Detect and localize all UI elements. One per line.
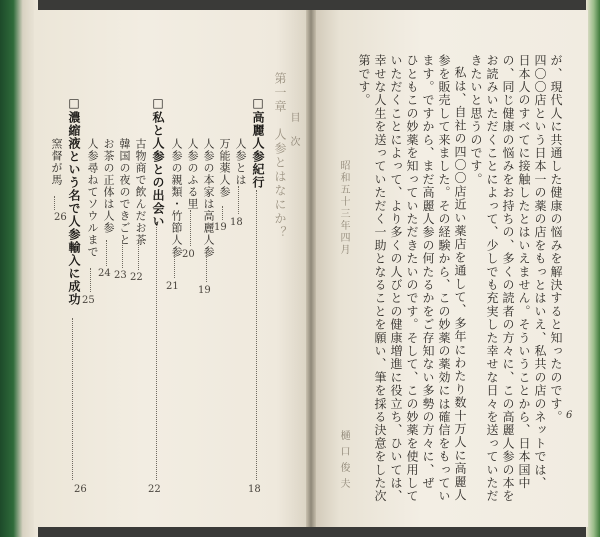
book-edge-left [0, 0, 38, 537]
toc-section-3-page: 26 [74, 484, 87, 495]
toc-leader [222, 206, 224, 220]
toc-item-1-3[interactable]: 人参の本家は高麗人参 [202, 138, 215, 258]
toc-item-3-1[interactable]: 窯督が馬 [50, 138, 63, 186]
toc-leader [90, 268, 92, 292]
toc-leader [256, 190, 258, 480]
toc-item-1-1-page: 18 [230, 217, 243, 228]
toc-item-2-3-page: 24 [98, 268, 111, 279]
preface-line-5: お読みいただくことによって、少しでも充実した幸せな日々を送っていただ [485, 54, 499, 503]
preface-line-2: 四〇〇店という日本一の薬の店をもっとはいえ、私共の店のネットでは、 [533, 54, 547, 490]
preface-line-13: 第です。 [357, 54, 371, 107]
preface-line-12: 幸せな人生を送っていただく一助となることを願い、筆を採る決意をした次 [373, 54, 387, 503]
book-edge-right [586, 0, 600, 537]
toc-leader [54, 196, 56, 210]
page-number: 6 [566, 410, 573, 421]
toc-item-2-1-page: 22 [130, 272, 143, 283]
preface-line-3: 日本人のすべてに接触したとはいえません。そういうことから、日本国中 [517, 54, 531, 490]
toc-leader [72, 318, 74, 480]
toc-section-3-title[interactable]: □濃縮液という名で人参輸入に成功 [67, 96, 81, 306]
preface-line-7: 私は、自社の四〇〇店近い薬店を通して、多年にわたり数十万人に高麗人 [453, 66, 467, 502]
toc-item-1-5[interactable]: 人参の親類・竹節人参 [170, 138, 183, 258]
book-gutter [306, 10, 316, 527]
preface-line-1: が、現代人に共通した健康の悩みを解決すると知ったのです。 [549, 54, 563, 424]
toc-section-2-page: 22 [148, 484, 161, 495]
toc-item-1-1[interactable]: 人参とは [234, 138, 247, 186]
toc-leader [156, 222, 158, 480]
toc-item-2-1[interactable]: 古物商で飲んだお茶 [134, 138, 147, 246]
preface-author: 樋口俊夫 [338, 430, 349, 494]
toc-leader [138, 240, 140, 270]
preface-line-6: きたいと思うのです。 [469, 54, 483, 186]
toc-leader [106, 240, 108, 266]
preface-date: 昭和五十三年四月 [338, 160, 349, 256]
toc-leader [190, 210, 192, 246]
toc-item-1-5-page: 21 [166, 281, 179, 292]
toc-section-1-title[interactable]: □高麗人参紀行 [251, 96, 265, 189]
toc-item-3-1-page: 26 [54, 212, 67, 223]
preface-line-9: ます。ですから、まだ高麗人参の何たるかをご存知ない多勢の方々に、ぜ [421, 54, 435, 490]
toc-item-1-2-page: 19 [214, 222, 227, 233]
toc-item-1-2[interactable]: 万能薬人参 [218, 138, 231, 198]
preface-line-10: ひともこの妙薬を知っていただきたいのです。そして、この妙薬を使用して [405, 54, 419, 503]
toc-item-1-4[interactable]: 人参のふる里 [186, 138, 199, 210]
toc-leader [174, 252, 176, 278]
toc-item-1-4-page: 20 [182, 249, 195, 260]
preface-line-4: の、同じ健康の悩みをお持ちの、多くの読者の方々に、この高麗人参の本を [501, 54, 515, 503]
preface-line-11: いただくことによって、より多くの人びとの健康増進に役立ち、ひいては、 [389, 54, 403, 503]
toc-item-2-4[interactable]: 人参尋ねてソウルまで [86, 138, 99, 258]
preface-line-8: 参を販売して来ました。その経験から、この妙薬の薬効には確信をもってい [437, 54, 451, 503]
toc-item-2-3[interactable]: お茶の正体は人参 [102, 138, 115, 234]
toc-item-1-3-page: 19 [198, 285, 211, 296]
toc-leader [122, 240, 124, 268]
toc-item-2-4-page: 25 [82, 295, 95, 306]
toc-leader [206, 252, 208, 282]
toc-item-2-2[interactable]: 韓国の夜のできごと [118, 138, 131, 246]
chapter-heading: 第一章 人参とはなにか？ [273, 72, 287, 240]
toc-item-2-2-page: 23 [114, 270, 127, 281]
toc-leader [238, 186, 240, 214]
toc-section-2-title[interactable]: □私と人参との出会い [151, 96, 165, 228]
toc-section-1-page: 18 [248, 484, 261, 495]
contents-heading: 目 次 [288, 112, 299, 148]
